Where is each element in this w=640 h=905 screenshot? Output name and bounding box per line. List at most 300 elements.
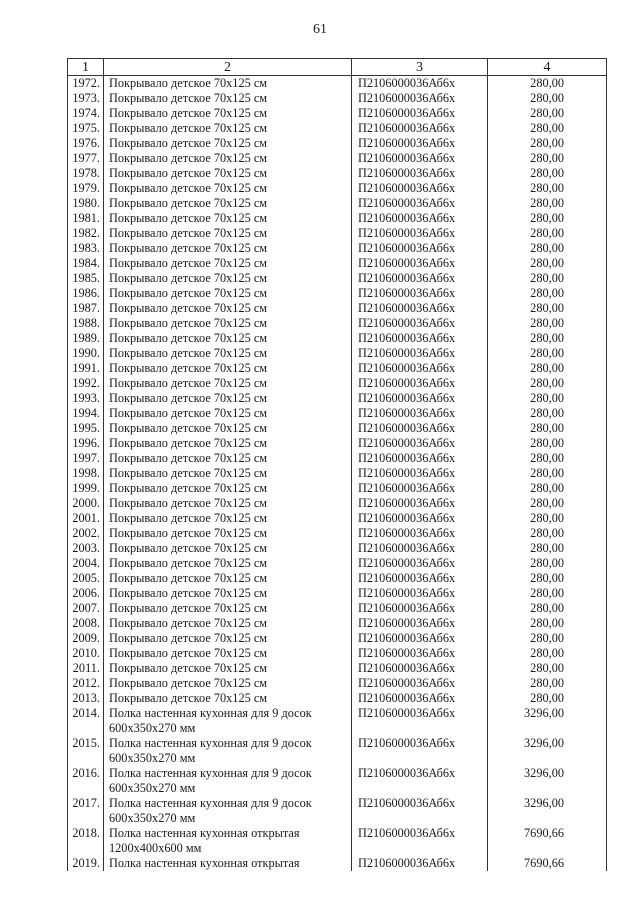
item-name xyxy=(104,541,352,556)
table-row xyxy=(68,76,607,92)
item-price: 3296,00 xyxy=(488,706,607,736)
row-number: 2010. xyxy=(68,646,104,661)
item-code: П2106000036Аб6х xyxy=(352,346,488,361)
item-name xyxy=(104,181,352,196)
item-name-line: Покрывало детское 70x125 см xyxy=(109,121,268,135)
item-code: П2106000036Аб6х xyxy=(352,586,488,601)
table-row xyxy=(68,301,607,316)
column-header-1: 1 xyxy=(68,59,104,76)
row-number: 2002. xyxy=(68,526,104,541)
item-name-line: Покрывало детское 70x125 см xyxy=(109,601,268,615)
item-code: П2106000036Аб6х xyxy=(352,646,488,661)
item-name xyxy=(104,256,352,271)
item-name-line: Полка настенная кухонная для 9 досок xyxy=(109,796,312,810)
item-name-line: Покрывало детское 70x125 см xyxy=(109,466,268,480)
item-name-line: Покрывало детское 70x125 см xyxy=(109,406,268,420)
item-price: 280,00 xyxy=(488,556,607,571)
row-number: 1995. xyxy=(68,421,104,436)
row-number: 1984. xyxy=(68,256,104,271)
row-number: 1983. xyxy=(68,241,104,256)
item-price: 280,00 xyxy=(488,646,607,661)
item-price: 280,00 xyxy=(488,301,607,316)
row-number: 1996. xyxy=(68,436,104,451)
item-name xyxy=(104,166,352,181)
item-name-line: Покрывало детское 70x125 см xyxy=(109,511,268,525)
item-name-line: Покрывало детское 70x125 см xyxy=(109,451,268,465)
item-price: 280,00 xyxy=(488,391,607,406)
item-name-line: Покрывало детское 70x125 см xyxy=(109,676,268,690)
item-price: 280,00 xyxy=(488,421,607,436)
item-code: П2106000036Аб6х xyxy=(352,856,488,871)
item-name-line: Покрывало детское 70x125 см xyxy=(109,691,268,705)
item-price: 280,00 xyxy=(488,496,607,511)
table-row xyxy=(68,226,607,241)
item-price: 280,00 xyxy=(488,451,607,466)
item-name-line: 600x350x270 мм xyxy=(109,721,196,735)
table-row xyxy=(68,691,607,706)
item-name xyxy=(104,526,352,541)
item-code: П2106000036Аб6х xyxy=(352,571,488,586)
row-number: 1974. xyxy=(68,106,104,121)
item-name xyxy=(104,106,352,121)
item-name xyxy=(104,496,352,511)
item-code: П2106000036Аб6х xyxy=(352,766,488,796)
item-name-line: Покрывало детское 70x125 см xyxy=(109,436,268,450)
item-name-line: Покрывало детское 70x125 см xyxy=(109,391,268,405)
item-name-line: Полка настенная кухонная для 9 досок xyxy=(109,706,312,720)
table-row xyxy=(68,556,607,571)
column-header-4: 4 xyxy=(488,59,607,76)
item-name xyxy=(104,91,352,106)
table-row xyxy=(68,106,607,121)
item-code: П2106000036Аб6х xyxy=(352,511,488,526)
item-name xyxy=(104,706,352,736)
table-row xyxy=(68,676,607,691)
item-name xyxy=(104,121,352,136)
item-code: П2106000036Аб6х xyxy=(352,301,488,316)
row-number: 1997. xyxy=(68,451,104,466)
item-price: 280,00 xyxy=(488,541,607,556)
table-row xyxy=(68,436,607,451)
item-name xyxy=(104,211,352,226)
item-name xyxy=(104,436,352,451)
item-name-line: 600x350x270 мм xyxy=(109,781,196,795)
item-name xyxy=(104,511,352,526)
item-price: 280,00 xyxy=(488,481,607,496)
item-name-line: Покрывало детское 70x125 см xyxy=(109,661,268,675)
table-row xyxy=(68,706,607,736)
item-code: П2106000036Аб6х xyxy=(352,166,488,181)
item-name xyxy=(104,196,352,211)
item-name xyxy=(104,361,352,376)
item-name xyxy=(104,346,352,361)
item-code: П2106000036Аб6х xyxy=(352,121,488,136)
item-name xyxy=(104,406,352,421)
row-number: 1972. xyxy=(68,76,104,92)
table-row xyxy=(68,796,607,826)
item-code: П2106000036Аб6х xyxy=(352,736,488,766)
item-name-line: Полка настенная кухонная открытая xyxy=(109,826,300,840)
item-name-line: 1200x400x600 мм xyxy=(109,841,202,855)
item-code: П2106000036Аб6х xyxy=(352,151,488,166)
item-name xyxy=(104,136,352,151)
item-name xyxy=(104,601,352,616)
item-name xyxy=(104,286,352,301)
item-code: П2106000036Аб6х xyxy=(352,796,488,826)
item-code: П2106000036Аб6х xyxy=(352,826,488,856)
table-row xyxy=(68,826,607,856)
item-price: 280,00 xyxy=(488,151,607,166)
row-number: 1980. xyxy=(68,196,104,211)
row-number: 1977. xyxy=(68,151,104,166)
item-name xyxy=(104,856,352,871)
row-number: 1986. xyxy=(68,286,104,301)
row-number: 2008. xyxy=(68,616,104,631)
item-price: 280,00 xyxy=(488,106,607,121)
row-number: 2005. xyxy=(68,571,104,586)
item-name-line: Покрывало детское 70x125 см xyxy=(109,166,268,180)
item-name-line: Покрывало детское 70x125 см xyxy=(109,91,268,105)
table-row xyxy=(68,586,607,601)
table-row xyxy=(68,241,607,256)
item-code: П2106000036Аб6х xyxy=(352,211,488,226)
table-row xyxy=(68,616,607,631)
table-row xyxy=(68,406,607,421)
row-number: 2000. xyxy=(68,496,104,511)
row-number: 1988. xyxy=(68,316,104,331)
table-row xyxy=(68,661,607,676)
item-name-line: Покрывало детское 70x125 см xyxy=(109,301,268,315)
item-name-line: Покрывало детское 70x125 см xyxy=(109,616,268,630)
table-row xyxy=(68,136,607,151)
item-name-line: Покрывало детское 70x125 см xyxy=(109,181,268,195)
table-row xyxy=(68,571,607,586)
item-name xyxy=(104,376,352,391)
item-code: П2106000036Аб6х xyxy=(352,361,488,376)
item-name-line: Покрывало детское 70x125 см xyxy=(109,526,268,540)
item-price: 7690,66 xyxy=(488,826,607,856)
item-code: П2106000036Аб6х xyxy=(352,256,488,271)
table-header xyxy=(68,59,607,76)
item-code: П2106000036Аб6х xyxy=(352,391,488,406)
item-price: 280,00 xyxy=(488,601,607,616)
row-number: 1981. xyxy=(68,211,104,226)
row-number: 1975. xyxy=(68,121,104,136)
item-code: П2106000036Аб6х xyxy=(352,526,488,541)
item-name-line: Покрывало детское 70x125 см xyxy=(109,631,268,645)
row-number: 2001. xyxy=(68,511,104,526)
row-number: 1994. xyxy=(68,406,104,421)
table-row xyxy=(68,451,607,466)
table-row xyxy=(68,631,607,646)
item-name-line: Покрывало детское 70x125 см xyxy=(109,331,268,345)
table-row xyxy=(68,181,607,196)
table-row xyxy=(68,196,607,211)
item-price: 280,00 xyxy=(488,376,607,391)
item-price: 3296,00 xyxy=(488,796,607,826)
item-code: П2106000036Аб6х xyxy=(352,661,488,676)
item-name xyxy=(104,331,352,346)
item-name xyxy=(104,646,352,661)
item-price: 280,00 xyxy=(488,586,607,601)
item-name-line: Покрывало детское 70x125 см xyxy=(109,541,268,555)
item-price: 280,00 xyxy=(488,511,607,526)
table-row xyxy=(68,361,607,376)
table-row xyxy=(68,91,607,106)
item-name-line: Покрывало детское 70x125 см xyxy=(109,271,268,285)
item-name-line: Покрывало детское 70x125 см xyxy=(109,361,268,375)
row-number: 1989. xyxy=(68,331,104,346)
row-number: 1992. xyxy=(68,376,104,391)
item-name xyxy=(104,736,352,766)
item-code: П2106000036Аб6х xyxy=(352,76,488,92)
item-name-line: Покрывало детское 70x125 см xyxy=(109,481,268,495)
item-name xyxy=(104,466,352,481)
row-number: 2015. xyxy=(68,736,104,766)
table-body xyxy=(68,76,607,872)
item-name xyxy=(104,676,352,691)
table-row xyxy=(68,466,607,481)
row-number: 1979. xyxy=(68,181,104,196)
item-code: П2106000036Аб6х xyxy=(352,481,488,496)
item-price: 280,00 xyxy=(488,571,607,586)
table-row xyxy=(68,646,607,661)
item-name-line: Покрывало детское 70x125 см xyxy=(109,196,268,210)
item-code: П2106000036Аб6х xyxy=(352,616,488,631)
item-price: 280,00 xyxy=(488,226,607,241)
table-row xyxy=(68,496,607,511)
row-number: 2009. xyxy=(68,631,104,646)
item-name xyxy=(104,661,352,676)
table-row xyxy=(68,331,607,346)
item-name-line: Полка настенная кухонная открытая xyxy=(109,856,300,870)
item-name-line: Покрывало детское 70x125 см xyxy=(109,421,268,435)
item-name-line: 600x350x270 мм xyxy=(109,811,196,825)
item-price: 280,00 xyxy=(488,406,607,421)
row-number: 1991. xyxy=(68,361,104,376)
item-name xyxy=(104,481,352,496)
item-price: 280,00 xyxy=(488,676,607,691)
item-name xyxy=(104,766,352,796)
item-code: П2106000036Аб6х xyxy=(352,226,488,241)
item-code: П2106000036Аб6х xyxy=(352,556,488,571)
table-row xyxy=(68,256,607,271)
item-name xyxy=(104,271,352,286)
item-name xyxy=(104,616,352,631)
item-price: 280,00 xyxy=(488,196,607,211)
table-row xyxy=(68,286,607,301)
item-name-line: Покрывало детское 70x125 см xyxy=(109,316,268,330)
item-name-line: 600x350x270 мм xyxy=(109,751,196,765)
item-price: 280,00 xyxy=(488,466,607,481)
row-number: 2007. xyxy=(68,601,104,616)
item-name xyxy=(104,631,352,646)
table-row xyxy=(68,271,607,286)
table-row xyxy=(68,391,607,406)
row-number: 2016. xyxy=(68,766,104,796)
table-row xyxy=(68,526,607,541)
item-name-line: Покрывало детское 70x125 см xyxy=(109,376,268,390)
row-number: 2006. xyxy=(68,586,104,601)
table-row xyxy=(68,766,607,796)
item-price: 280,00 xyxy=(488,691,607,706)
row-number: 1990. xyxy=(68,346,104,361)
item-name-line: Покрывало детское 70x125 см xyxy=(109,211,268,225)
item-code: П2106000036Аб6х xyxy=(352,91,488,106)
item-name xyxy=(104,301,352,316)
row-number: 2014. xyxy=(68,706,104,736)
item-code: П2106000036Аб6х xyxy=(352,541,488,556)
item-name xyxy=(104,691,352,706)
item-code: П2106000036Аб6х xyxy=(352,496,488,511)
row-number: 2019. xyxy=(68,856,104,871)
item-name-line: Покрывало детское 70x125 см xyxy=(109,226,268,240)
item-name xyxy=(104,796,352,826)
item-price: 280,00 xyxy=(488,346,607,361)
row-number: 2004. xyxy=(68,556,104,571)
row-number: 1998. xyxy=(68,466,104,481)
item-code: П2106000036Аб6х xyxy=(352,421,488,436)
item-price: 280,00 xyxy=(488,121,607,136)
column-header-2: 2 xyxy=(104,59,352,76)
item-price: 280,00 xyxy=(488,286,607,301)
table-row xyxy=(68,151,607,166)
item-name-line: Покрывало детское 70x125 см xyxy=(109,76,268,90)
item-price: 280,00 xyxy=(488,211,607,226)
table-row xyxy=(68,856,607,871)
item-name xyxy=(104,226,352,241)
table-row xyxy=(68,481,607,496)
table-row xyxy=(68,346,607,361)
item-name-line: Покрывало детское 70x125 см xyxy=(109,286,268,300)
item-name-line: Покрывало детское 70x125 см xyxy=(109,496,268,510)
item-code: П2106000036Аб6х xyxy=(352,286,488,301)
item-code: П2106000036Аб6х xyxy=(352,271,488,286)
item-name xyxy=(104,241,352,256)
item-name xyxy=(104,571,352,586)
item-price: 280,00 xyxy=(488,256,607,271)
row-number: 2003. xyxy=(68,541,104,556)
column-header-3: 3 xyxy=(352,59,488,76)
item-name-line: Покрывало детское 70x125 см xyxy=(109,151,268,165)
row-number: 1976. xyxy=(68,136,104,151)
item-code: П2106000036Аб6х xyxy=(352,601,488,616)
items-table xyxy=(67,58,607,871)
item-code: П2106000036Аб6х xyxy=(352,451,488,466)
item-price: 280,00 xyxy=(488,76,607,92)
item-price: 280,00 xyxy=(488,631,607,646)
item-name-line: Полка настенная кухонная для 9 досок xyxy=(109,736,312,750)
item-code: П2106000036Аб6х xyxy=(352,181,488,196)
item-name-line: Покрывало детское 70x125 см xyxy=(109,136,268,150)
item-price: 280,00 xyxy=(488,241,607,256)
item-price: 280,00 xyxy=(488,316,607,331)
row-number: 1978. xyxy=(68,166,104,181)
row-number: 2012. xyxy=(68,676,104,691)
table-row xyxy=(68,166,607,181)
table-row xyxy=(68,211,607,226)
item-price: 280,00 xyxy=(488,361,607,376)
row-number: 2018. xyxy=(68,826,104,856)
item-code: П2106000036Аб6х xyxy=(352,316,488,331)
item-name-line: Покрывало детское 70x125 см xyxy=(109,571,268,585)
item-price: 280,00 xyxy=(488,271,607,286)
item-code: П2106000036Аб6х xyxy=(352,331,488,346)
item-code: П2106000036Аб6х xyxy=(352,706,488,736)
table-row xyxy=(68,316,607,331)
item-name-line: Покрывало детское 70x125 см xyxy=(109,256,268,270)
table-row xyxy=(68,601,607,616)
item-name xyxy=(104,586,352,601)
row-number: 2011. xyxy=(68,661,104,676)
item-price: 280,00 xyxy=(488,166,607,181)
table-row xyxy=(68,121,607,136)
item-name-line: Покрывало детское 70x125 см xyxy=(109,586,268,600)
item-code: П2106000036Аб6х xyxy=(352,406,488,421)
row-number: 1985. xyxy=(68,271,104,286)
table-row xyxy=(68,736,607,766)
item-name xyxy=(104,451,352,466)
row-number: 1999. xyxy=(68,481,104,496)
table-row xyxy=(68,541,607,556)
table-row xyxy=(68,421,607,436)
item-price: 7690,66 xyxy=(488,856,607,871)
row-number: 1987. xyxy=(68,301,104,316)
item-name xyxy=(104,826,352,856)
item-code: П2106000036Аб6х xyxy=(352,106,488,121)
item-code: П2106000036Аб6х xyxy=(352,196,488,211)
table-row xyxy=(68,511,607,526)
item-price: 280,00 xyxy=(488,661,607,676)
item-name xyxy=(104,556,352,571)
item-name-line: Покрывало детское 70x125 см xyxy=(109,106,268,120)
item-name-line: Покрывало детское 70x125 см xyxy=(109,556,268,570)
item-code: П2106000036Аб6х xyxy=(352,466,488,481)
item-name-line: Покрывало детское 70x125 см xyxy=(109,241,268,255)
item-name xyxy=(104,421,352,436)
page-number: 61 xyxy=(313,22,327,37)
item-code: П2106000036Аб6х xyxy=(352,376,488,391)
item-price: 280,00 xyxy=(488,136,607,151)
item-price: 280,00 xyxy=(488,616,607,631)
item-code: П2106000036Аб6х xyxy=(352,631,488,646)
item-price: 3296,00 xyxy=(488,736,607,766)
item-name xyxy=(104,76,352,92)
row-number: 1973. xyxy=(68,91,104,106)
item-name xyxy=(104,151,352,166)
item-price: 280,00 xyxy=(488,91,607,106)
item-name-line: Покрывало детское 70x125 см xyxy=(109,646,268,660)
row-number: 1993. xyxy=(68,391,104,406)
item-code: П2106000036Аб6х xyxy=(352,436,488,451)
item-name xyxy=(104,316,352,331)
row-number: 1982. xyxy=(68,226,104,241)
item-name-line: Покрывало детское 70x125 см xyxy=(109,346,268,360)
row-number: 2017. xyxy=(68,796,104,826)
item-price: 280,00 xyxy=(488,181,607,196)
item-price: 280,00 xyxy=(488,526,607,541)
item-name-line: Полка настенная кухонная для 9 досок xyxy=(109,766,312,780)
item-name xyxy=(104,391,352,406)
row-number: 2013. xyxy=(68,691,104,706)
item-code: П2106000036Аб6х xyxy=(352,241,488,256)
item-code: П2106000036Аб6х xyxy=(352,676,488,691)
item-price: 3296,00 xyxy=(488,766,607,796)
table-row xyxy=(68,376,607,391)
item-code: П2106000036Аб6х xyxy=(352,691,488,706)
item-code: П2106000036Аб6х xyxy=(352,136,488,151)
item-price: 280,00 xyxy=(488,331,607,346)
